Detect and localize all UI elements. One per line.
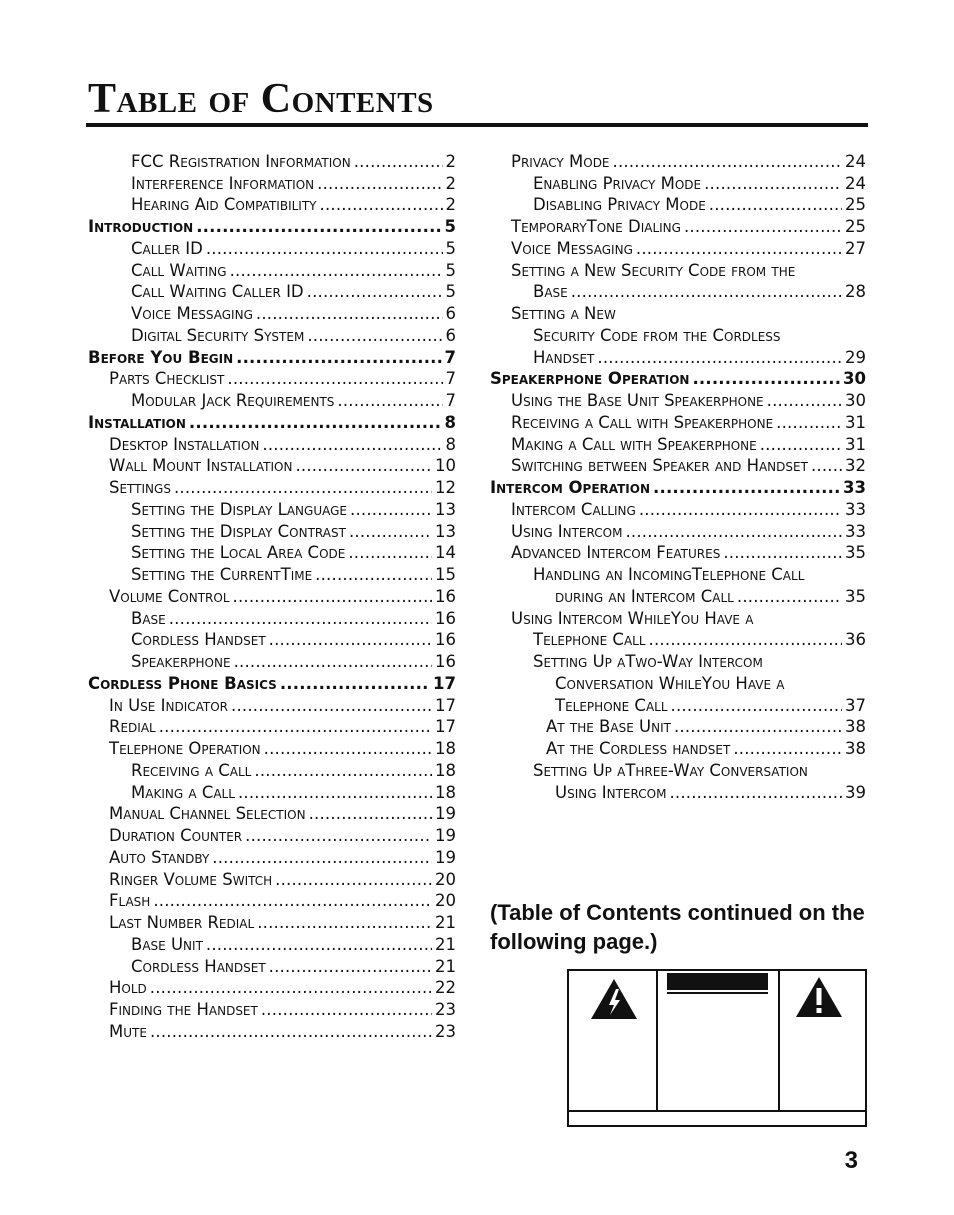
toc-leader-dots [636,240,842,259]
toc-entry [88,977,456,999]
toc-leader-dots [320,196,443,215]
toc-entry-label: Setting a New Security Code from the [511,260,796,280]
toc-leader-dots [674,718,842,737]
toc-leader-dots [571,283,842,302]
toc-leader-dots [307,327,442,346]
toc-entry-label: At the Base Unit [546,717,671,737]
toc-entry-label: Hearing Aid Compatibility [131,195,317,215]
toc-entry-page: 38 [845,739,866,759]
toc-entry-page: 20 [435,869,456,889]
toc-entry-page: 16 [435,608,456,628]
toc-entry [88,194,456,216]
toc-entry-page: 30 [843,369,866,389]
toc-entry-page: 25 [845,217,866,237]
toc-leader-dots [613,153,842,172]
toc-entry [88,172,456,194]
toc-entry-label: Hold [109,978,147,998]
toc-leader-dots [337,392,442,411]
toc-entry [88,846,456,868]
toc-entry [88,411,456,433]
toc-entry-label: Disabling Privacy Mode [533,195,706,215]
toc-entry-page: 8 [444,412,456,432]
toc-entry [88,998,456,1020]
toc-entry-label: Receiving a Call with Speakerphone [511,412,774,432]
toc-entry-label: Speakerphone Operation [490,369,690,389]
toc-entry-page: 33 [845,499,866,519]
toc-entry-page: 21 [435,913,456,933]
toc-entry-label: Setting the Display Contrast [131,521,346,541]
toc-leader-dots [275,871,432,890]
toc-entry [88,455,456,477]
toc-entry [490,215,866,237]
toc-leader-dots [349,523,432,542]
toc-entry [490,563,866,585]
toc-column-left [88,150,456,1042]
toc-entry-page: 35 [845,543,866,563]
toc-entry-page: 24 [845,151,866,171]
toc-entry-page: 13 [435,499,456,519]
toc-entry [88,1020,456,1042]
toc-leader-dots [236,349,441,368]
toc-entry [490,259,866,281]
toc-entry-label: Interference Information [131,173,315,193]
toc-entry-label: Introduction [88,217,194,237]
toc-entry-page: 7 [445,391,456,411]
toc-leader-dots [269,631,432,650]
toc-entry-page: 2 [445,173,456,193]
toc-leader-dots [245,827,432,846]
toc-entry-page: 16 [435,652,456,672]
toc-leader-dots [256,305,443,324]
toc-leader-dots [684,218,842,237]
toc-entry-page: 8 [445,434,456,454]
toc-entry [490,607,866,629]
toc-entry [490,368,866,390]
toc-entry-label: Using Intercom [555,782,667,802]
toc-entry-label: Voice Messaging [131,304,253,324]
toc-entry [88,607,456,629]
toc-entry-label: Call Waiting Caller ID [131,282,304,302]
toc-entry [490,194,866,216]
toc-entry [88,585,456,607]
toc-entry-page: 5 [445,282,456,302]
toc-leader-dots [264,740,432,759]
toc-entry-page: 33 [845,521,866,541]
toc-entry-page: 20 [435,891,456,911]
toc-leader-dots [196,218,441,237]
toc-entry [490,672,866,694]
toc-entry-label: Setting the Local Area Code [131,543,346,563]
toc-leader-dots [269,958,432,977]
toc-entry-page: 31 [845,412,866,432]
toc-entry-label: Intercom Operation [490,478,651,498]
toc-entry [490,629,866,651]
toc-entry-label: Installation [88,412,186,432]
toc-entry-page: 6 [445,304,456,324]
toc-entry [88,629,456,651]
toc-entry [490,389,866,411]
toc-entry [88,498,456,520]
toc-entry-label: TemporaryTone Dialing [511,217,681,237]
toc-entry-label: Auto Standby [109,847,210,867]
toc-entry-page: 17 [435,717,456,737]
toc-entry [88,781,456,803]
toc-leader-dots [776,414,842,433]
toc-leader-dots [261,1001,432,1020]
toc-entry-page: 39 [845,782,866,802]
toc-entry-label: Flash [109,891,151,911]
toc-entry-label: Telephone Call [533,630,646,650]
toc-entry-label: Parts Checklist [109,369,225,389]
toc-leader-dots [760,436,842,455]
toc-entry [88,476,456,498]
toc-leader-dots [238,784,432,803]
toc-leader-dots [233,588,432,607]
toc-entry-page: 35 [845,586,866,606]
toc-entry [490,716,866,738]
toc-entry-label: In Use Indicator [109,695,229,715]
toc-entry-page: 5 [444,217,456,237]
toc-entry-label: Setting the CurrentTime [131,565,313,585]
toc-entry [88,433,456,455]
toc-entry-page: 33 [843,478,866,498]
toc-entry-page: 27 [845,238,866,258]
toc-entry-page: 19 [435,847,456,867]
toc-leader-dots [174,479,432,498]
toc-entry-label: Cordless Phone Basics [88,673,277,693]
toc-entry-label: Before You Begin [88,347,234,367]
toc-entry [490,694,866,716]
toc-entry-label: Switching between Speaker and Handset [511,456,808,476]
toc-leader-dots [597,349,842,368]
toc-entry [88,933,456,955]
toc-entry-page: 18 [435,760,456,780]
toc-entry-label: Settings [109,478,171,498]
toc-leader-dots [723,544,842,563]
toc-entry [88,890,456,912]
toc-entry-label: Setting Up aTwo-Way Intercom [533,652,763,672]
toc-entry [490,172,866,194]
toc-entry-page: 5 [445,260,456,280]
toc-column-right [490,150,866,803]
toc-entry [88,368,456,390]
toc-entry-page: 7 [445,369,456,389]
toc-entry-page: 14 [435,543,456,563]
toc-entry [88,759,456,781]
toc-leader-dots [230,262,443,281]
toc-entry-label: Finding the Handset [109,1000,258,1020]
toc-entry [88,868,456,890]
toc-entry-page: 36 [845,630,866,650]
toc-entry [490,520,866,542]
toc-entry-page: 21 [435,956,456,976]
toc-leader-dots [669,784,842,803]
toc-entry [490,542,866,564]
toc-entry-label: Using the Base Unit Speakerphone [511,391,764,411]
toc-entry-page: 15 [435,565,456,585]
toc-leader-dots [649,631,842,650]
toc-entry-label: Setting the Display Language [131,499,347,519]
toc-leader-dots [733,740,842,759]
toc-leader-dots [692,370,840,389]
toc-entry-page: 2 [445,151,456,171]
toc-entry-label: At the Cordless handset [546,739,731,759]
lightning-bolt-warning-icon [589,977,639,1021]
toc-entry-label: Using Intercom [511,521,623,541]
toc-entry [88,672,456,694]
toc-entry-page: 5 [445,238,456,258]
toc-entry-label: Enabling Privacy Mode [533,173,702,193]
toc-entry-label: Volume Control [109,586,230,606]
page-title: Table of Contents [88,76,434,122]
toc-entry-label: Handset [533,347,595,367]
toc-leader-dots [153,892,432,911]
toc-entry [490,759,866,781]
toc-entry-label: Privacy Mode [511,151,610,171]
toc-leader-dots [150,979,432,998]
toc-entry-page: 10 [435,456,456,476]
toc-entry [490,737,866,759]
toc-entry [88,542,456,564]
toc-entry-label: Cordless Handset [131,630,266,650]
toc-leader-dots [295,457,432,476]
toc-entry [490,346,866,368]
toc-entry-label: Ringer Volume Switch [109,869,273,889]
toc-entry-page: 2 [445,195,456,215]
toc-leader-dots [811,457,842,476]
toc-entry [88,346,456,368]
toc-leader-dots [169,610,432,629]
toc-entry-page: 25 [845,195,866,215]
toc-leader-dots [231,697,432,716]
toc-entry [88,215,456,237]
toc-entry-label: Making a Call with Speakerphone [511,434,757,454]
toc-entry [88,650,456,672]
toc-entry-label: Last Number Redial [109,913,255,933]
toc-entry-label: Using Intercom WhileYou Have a [511,608,754,628]
toc-entry-page: 22 [435,978,456,998]
toc-leader-dots [262,436,442,455]
toc-entry [490,781,866,803]
warning-divider-left [656,971,658,1111]
toc-entry [88,737,456,759]
toc-leader-dots [254,762,432,781]
toc-entry-page: 12 [435,478,456,498]
toc-entry-page: 30 [845,391,866,411]
toc-entry-page: 38 [845,717,866,737]
toc-entry-page: 31 [845,434,866,454]
page-number: 3 [844,1147,858,1174]
toc-entry-page: 13 [435,521,456,541]
toc-leader-dots [354,153,443,172]
toc-leader-dots [639,501,842,520]
toc-entry [88,563,456,585]
toc-entry [490,585,866,607]
toc-entry-label: Duration Counter [109,826,243,846]
toc-entry-label: during an Intercom Call [555,586,734,606]
toc-entry-label: Receiving a Call [131,760,252,780]
toc-entry-page: 19 [435,804,456,824]
toc-entry-page: 6 [445,325,456,345]
toc-entry [490,433,866,455]
toc-entry-page: 29 [845,347,866,367]
warning-banner-rule [667,992,768,994]
toc-entry [88,281,456,303]
toc-entry-page: 19 [435,826,456,846]
toc-entry-label: Telephone Call [555,695,668,715]
toc-entry-page: 17 [435,695,456,715]
toc-entry [490,281,866,303]
toc-entry-page: 21 [435,934,456,954]
toc-leader-dots [206,936,432,955]
toc-leader-dots [348,544,432,563]
toc-entry [490,302,866,324]
toc-entry-label: Voice Messaging [511,238,633,258]
warning-banner [667,973,768,990]
toc-entry-label: Base [533,282,568,302]
warning-bottom-rule [569,1110,865,1112]
toc-entry-label: Desktop Installation [109,434,260,454]
toc-entry-label: Conversation WhileYou Have a [555,673,785,693]
toc-entry-page: 16 [435,586,456,606]
toc-entry [490,650,866,672]
toc-entry-label: Handling an IncomingTelephone Call [533,565,805,585]
toc-entry-label: Setting a New [511,304,616,324]
toc-leader-dots [625,523,842,542]
toc-leader-dots [307,283,443,302]
title-rule [86,123,868,127]
toc-entry [490,150,866,172]
toc-entry-label: Manual Channel Selection [109,804,306,824]
toc-leader-dots [227,370,442,389]
toc-leader-dots [350,501,432,520]
toc-entry-label: Base Unit [131,934,203,954]
continued-note: (Table of Contents continued on the following page.) [490,900,865,954]
toc-leader-dots [671,697,842,716]
toc-entry-label: Security Code from the Cordless [533,325,781,345]
toc-entry [88,955,456,977]
toc-entry-page: 18 [435,739,456,759]
toc-entry [88,803,456,825]
toc-entry-page: 24 [845,173,866,193]
toc-entry-page: 18 [435,782,456,802]
toc-entry-label: FCC Registration Information [131,151,351,171]
toc-leader-dots [159,718,432,737]
toc-entry-page: 23 [435,1000,456,1020]
toc-entry [88,716,456,738]
toc-entry-label: Cordless Handset [131,956,266,976]
toc-entry [490,455,866,477]
toc-leader-dots [234,653,432,672]
toc-entry-page: 17 [433,673,456,693]
toc-entry [490,498,866,520]
toc-entry-page: 7 [444,347,456,367]
toc-entry [490,411,866,433]
toc-leader-dots [212,849,432,868]
toc-entry [88,694,456,716]
toc-entry-label: Call Waiting [131,260,227,280]
toc-entry [490,237,866,259]
toc-entry-label: Telephone Operation [109,739,261,759]
toc-leader-dots [206,240,443,259]
toc-entry [88,150,456,172]
toc-entry-label: Mute [109,1021,147,1041]
toc-entry-page: 23 [435,1021,456,1041]
toc-leader-dots [737,588,842,607]
toc-leader-dots [653,479,840,498]
exclamation-warning-icon [794,975,844,1019]
toc-entry-page: 37 [845,695,866,715]
toc-entry-label: Base [131,608,166,628]
toc-entry-label: Caller ID [131,238,203,258]
toc-entry [88,259,456,281]
toc-leader-dots [704,175,842,194]
toc-entry-page: 28 [845,282,866,302]
toc-entry-page: 32 [845,456,866,476]
toc-entry-label: Redial [109,717,156,737]
toc-entry [88,911,456,933]
toc-entry-label: Advanced Intercom Features [511,543,721,563]
toc-entry [88,520,456,542]
toc-entry-label: Modular Jack Requirements [131,391,335,411]
toc-entry [88,824,456,846]
toc-leader-dots [315,566,432,585]
toc-entry-page: 16 [435,630,456,650]
toc-leader-dots [767,392,842,411]
toc-entry [490,324,866,346]
toc-leader-dots [257,914,432,933]
toc-leader-dots [309,805,432,824]
toc-entry [88,389,456,411]
toc-entry-label: Wall Mount Installation [109,456,293,476]
toc-entry-label: Making a Call [131,782,235,802]
toc-leader-dots [709,196,842,215]
toc-entry [88,302,456,324]
warning-divider-right [778,971,780,1111]
toc-leader-dots [150,1023,432,1042]
toc-leader-dots [189,414,442,433]
toc-entry [490,476,866,498]
toc-leader-dots [280,675,430,694]
toc-entry [88,237,456,259]
toc-entry-label: Digital Security System [131,325,305,345]
toc-leader-dots [317,175,442,194]
toc-entry-label: Setting Up aThree-Way Conversation [533,760,808,780]
toc-entry [88,324,456,346]
toc-entry-label: Speakerphone [131,652,231,672]
warning-box [567,969,867,1127]
toc-entry-label: Intercom Calling [511,499,636,519]
